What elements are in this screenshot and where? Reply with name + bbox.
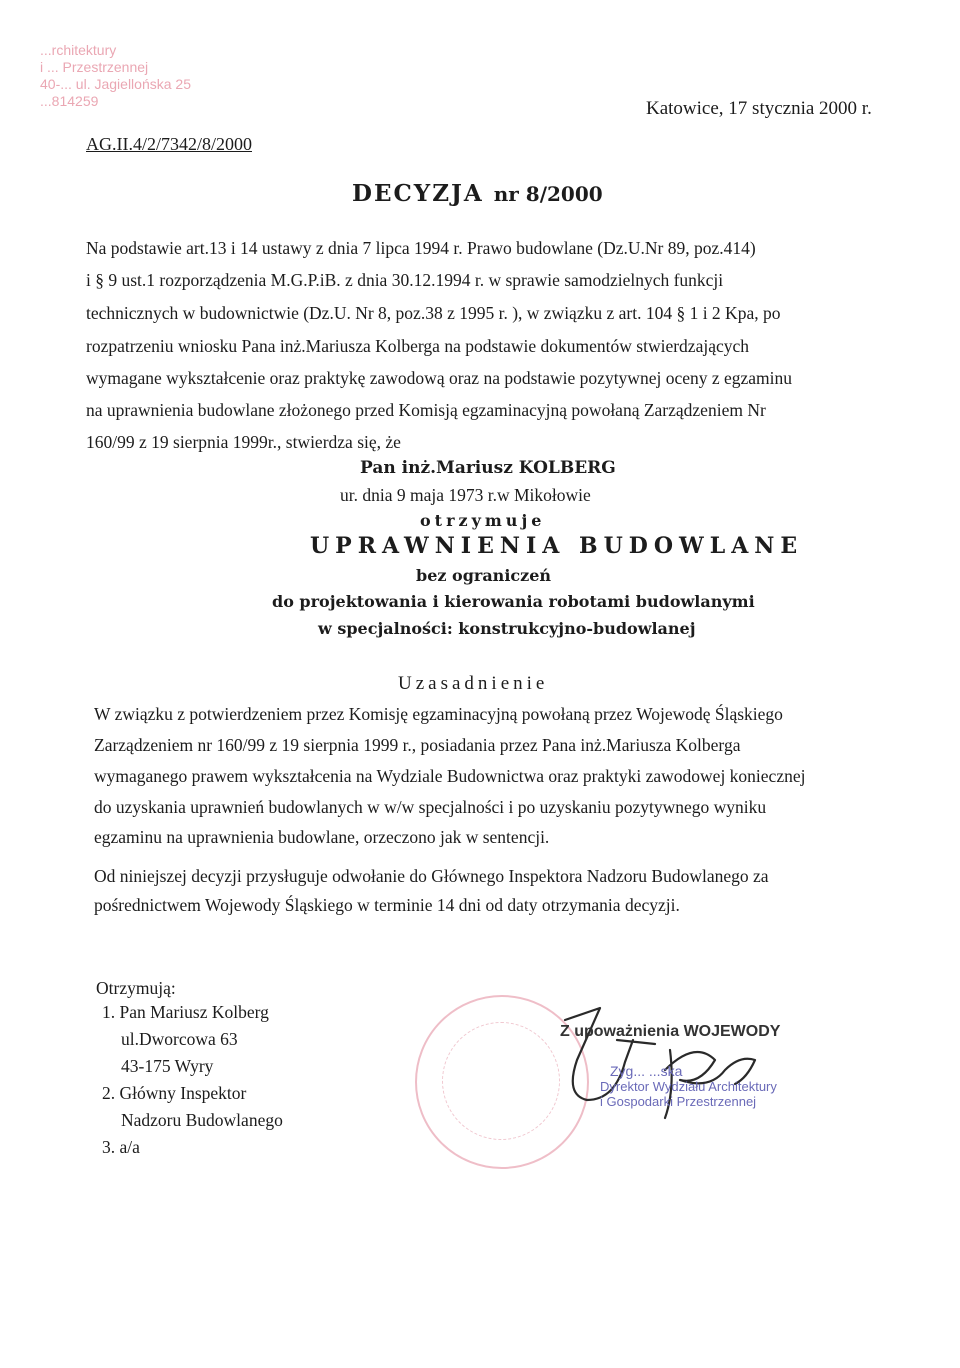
place-date: Katowice, 17 stycznia 2000 r. — [646, 98, 872, 119]
scope-unlimited: bez ograniczeń — [416, 566, 552, 585]
title-word: DECYZJA — [352, 180, 484, 207]
intro-line: 160/99 z 19 sierpnia 1999r., stwierdza się, że — [86, 432, 401, 452]
authorization-stamp — [560, 1023, 780, 1109]
receives-label: otrzymuje — [420, 511, 546, 530]
intro-line: wymagane wykształcenie oraz praktykę zawodową oraz na podstawie pozytywnej oceny z egzaminu — [86, 368, 793, 388]
justification-line: egzaminu na uprawnienia budowlane, orzeczono jak w sentencji. — [94, 827, 550, 847]
scope-design: do projektowania i kierowania robotami budowlanymi — [272, 592, 755, 611]
reference-number: AG.II.4/2/7342/8/2000 — [86, 134, 252, 154]
signatory-name: Zyg... ...ska — [610, 1063, 683, 1079]
intro-line: rozpatrzeniu wniosku Pana inż.Mariusza Kolberga na podstawie dokumentów stwierdzających — [86, 336, 750, 356]
header-stamp-line: ...814259 — [40, 93, 99, 109]
justification-line: do uzyskania uprawnień budowlanych w w/w specjalności i po uzyskaniu pozytywnego wyniku — [94, 797, 767, 817]
scope-specialty: w specjalności: konstrukcyjno-budowlanej — [318, 619, 696, 638]
intro-line: Na podstawie art.13 i 14 ustawy z dnia 7 lipca 1994 r. Prawo budowlane (Dz.U.Nr 89, poz.414) — [86, 238, 756, 258]
justification-line: W związku z potwierdzeniem przez Komisję egzaminacyjną powołaną przez Wojewodę Śląskiego — [94, 704, 783, 724]
header-stamp-line: i ... Przestrzennej — [40, 59, 149, 75]
authorization-line: Z upoważnienia WOJEWODY — [560, 1023, 781, 1040]
signatory-department: i Gospodarki Przestrzennej — [600, 1094, 757, 1109]
header-stamp-line: ...rchitektury — [40, 42, 117, 58]
appeal-line: pośrednictwem Wojewody Śląskiego w terminie 14 dni od daty otrzymania decyzji. — [94, 895, 680, 915]
recipient-item: Nadzoru Budowlanego — [121, 1110, 283, 1130]
recipient-item: 1. Pan Mariusz Kolberg — [102, 1002, 269, 1022]
recipient-item: 3. a/a — [102, 1137, 140, 1157]
document-title — [352, 180, 603, 207]
intro-line: na uprawnienia budowlane złożonego przed Komisją egzaminacyjną powołaną Zarządzeniem Nr — [86, 400, 766, 420]
recipient-name: Pan inż.Mariusz KOLBERG — [360, 458, 616, 478]
header-stamp — [40, 42, 191, 110]
title-number: nr 8/2000 — [493, 182, 603, 206]
recipient-item: 2. Główny Inspektor — [102, 1083, 247, 1103]
appeal-line: Od niniejszej decyzji przysługuje odwołanie do Głównego Inspektora Nadzoru Budowlanego za — [94, 866, 769, 886]
justification-line: Zarządzeniem nr 160/99 z 19 sierpnia 1999 r., posiadania przez Pana inż.Mariusza Kolberga — [94, 735, 741, 755]
permission-heading: UPRAWNIENIA BUDOWLANE — [310, 533, 804, 559]
intro-line: technicznych w budownictwie (Dz.U. Nr 8, poz.38 z 1995 r. ), w związku z art. 104 § 1 i 2 Kpa, po — [86, 303, 781, 323]
signatory-title: Dyrektor Wydziału Architektury — [600, 1079, 777, 1094]
header-stamp-line: 40-... ul. Jagiellońska 25 — [40, 76, 191, 92]
recipients-label: Otrzymują: — [96, 978, 176, 998]
recipient-item: 43-175 Wyry — [121, 1056, 214, 1076]
birth-info: ur. dnia 9 maja 1973 r.w Mikołowie — [340, 485, 591, 505]
recipient-item: ul.Dworcowa 63 — [121, 1029, 238, 1049]
justification-heading: Uzasadnienie — [398, 673, 549, 694]
signature-area — [395, 995, 815, 1185]
justification-line: wymaganego prawem wykształcenia na Wydziale Budownictwa oraz praktyki zawodowej koniecznej — [94, 766, 806, 786]
intro-line: i § 9 ust.1 rozporządzenia M.G.P.iB. z dnia 30.12.1994 r. w sprawie samodzielnych funkcji — [86, 270, 724, 290]
